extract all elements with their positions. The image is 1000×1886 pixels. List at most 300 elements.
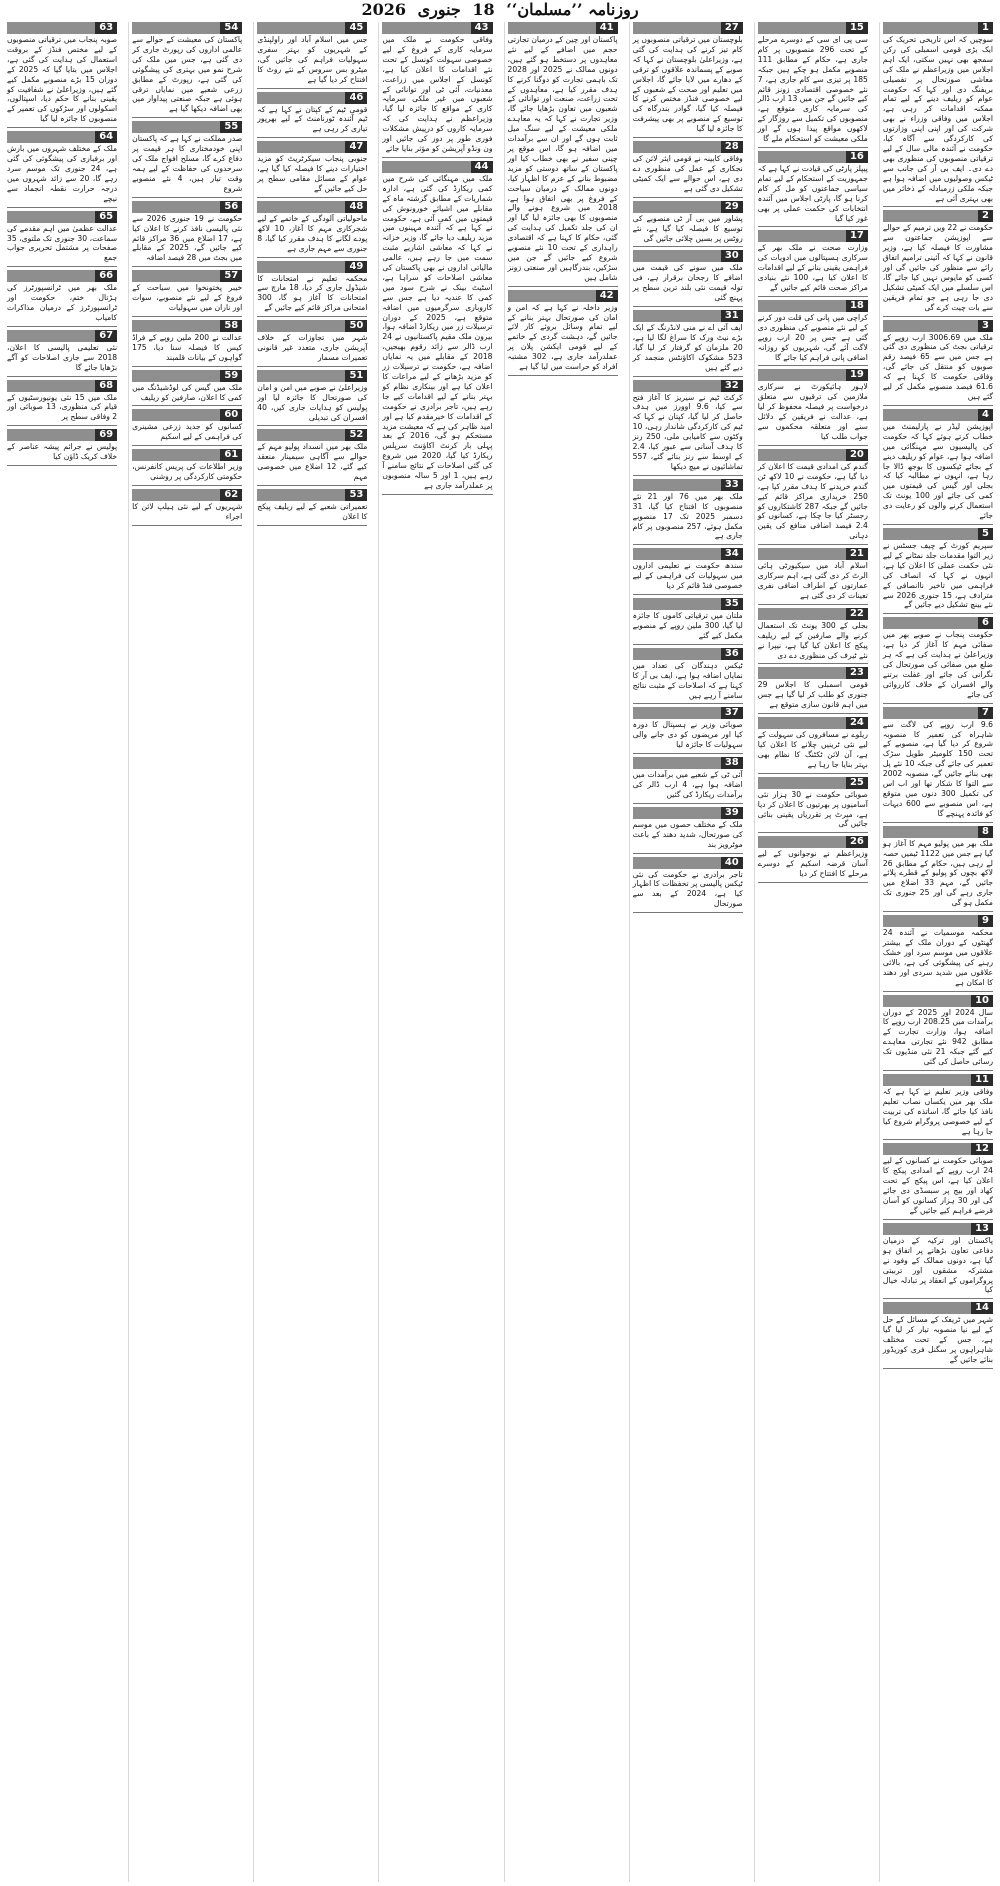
news-item-divider [883, 1068, 993, 1071]
news-item-number: 20 [846, 449, 868, 461]
news-item-header [257, 489, 367, 501]
news-item-divider [758, 443, 868, 446]
news-item [132, 409, 242, 446]
news-column [504, 22, 621, 1882]
news-item [508, 290, 618, 376]
news-item-header [7, 211, 117, 223]
news-item-divider [758, 711, 868, 714]
news-item-number: 52 [345, 429, 367, 441]
news-item-header [257, 141, 367, 153]
news-item-text: 9.6 ارب روپے کی لاگت سے شاہراہ کی تعمیر کا منصوبہ شروع کر دیا گیا ہے، منصوبے کے تحت 150 کلومیٹر طویل سڑک تعمیر کی جائے گی جبکہ 10 نئے پل بھی بنائے جائیں گے، منصوبہ 2002 سے التوا کا شکار تھا اور اب اس کی تکمیل 300 دنوں میں متوقع ہے، اس منصوبے سے 600 دیہات کو فائدہ پہنچے گا [882, 719, 993, 818]
news-item-number: 19 [846, 369, 868, 381]
news-item-header [633, 857, 743, 869]
news-item-number: 47 [345, 141, 367, 153]
news-item-number: 49 [345, 261, 367, 273]
news-item-text: پاکستان اور چین کے درمیان تجارتی حجم میں اضافے کے لیے نئے معاہدوں پر دستخط ہو گئے ہیں، دونوں ممالک نے 2025 اور 2028 تک باہمی تجارت کو دوگنا کرنے کا ہدف مقرر کیا ہے، معاہدوں کے تحت زراعت، صنعت اور توانائی کے شعبوں میں تعاون بڑھایا جائے گا، وزیر تجارت نے کہا کہ یہ معاہدے ملکی معیشت کے لیے سنگ میل ثابت ہوں گے اور ان سے برآمدات میں اضافہ ہو گا، اس موقع پر چینی سفیر نے بھی خطاب کیا اور پاکستان کے ساتھ دوستی کو مزید مضبوط بنانے کے عزم کا اظہار کیا، دونوں ممالک کے درمیان سیاحت کے فروغ پر بھی اتفاق ہوا ہے، 2018 میں شروع ہونے والے منصوبوں کا بھی جائزہ لیا گیا اور ان کی جلد تکمیل کی ہدایت کی گئی، حکام کا کہنا ہے کہ اقتصادی راہداری کے تحت 10 نئے منصوبے شروع کیے جائیں گے جن میں سڑکیں، بندرگاہیں اور صنعتی زونز شامل ہیں [507, 35, 618, 282]
news-item-header-bar [257, 261, 345, 273]
news-item [7, 211, 117, 268]
news-item-divider [257, 135, 367, 138]
news-item-header [883, 1302, 993, 1314]
news-item [633, 380, 743, 476]
news-item-header [758, 667, 868, 679]
news-item-header [132, 22, 242, 34]
news-item-header-bar [883, 22, 978, 34]
news-item-header-bar [883, 1143, 971, 1155]
news-item-divider [7, 374, 117, 377]
news-item-divider [758, 145, 868, 148]
news-item-text: وفاقی حکومت نے ملک میں سرمایہ کاری کے فروغ کے لیے خصوصی سہولت کونسل کے تحت نئے اقدامات کا اعلان کیا ہے، کونسل کے اجلاس میں زراعت، معدنیات، آئی ٹی اور توانائی کے شعبوں میں غیر ملکی سرمایہ کاری کے مواقع کا جائزہ لیا گیا، وزیراعظم نے ہدایت کی کہ سرمایہ کاروں کو درپیش مشکلات فوری طور پر دور کی جائیں اور ون ونڈو آپریشن کو مؤثر بنایا جائے [382, 35, 493, 153]
news-item-divider [633, 374, 743, 377]
news-item-header-bar [758, 717, 846, 729]
news-item-header-bar [257, 320, 345, 332]
news-item-text: وفاقی کابینہ نے قومی ایئر لائن کی نجکاری کے عمل کی منظوری دے دی ہے، اس حوالے سے ایک کمیٹی تشکیل دی گئی ہے [632, 154, 743, 193]
news-item-divider [758, 542, 868, 545]
news-item-text: ٹیکس دہندگان کی تعداد میں نمایاں اضافہ ہوا ہے، ایف بی آر کا کہنا ہے کہ اصلاحات کے مثبت نتائج سامنے آ رہے ہیں [632, 660, 743, 700]
news-item-number: 26 [846, 836, 868, 848]
news-item-divider [132, 314, 242, 317]
news-item-header [758, 230, 868, 242]
news-item-number: 33 [721, 479, 743, 491]
news-item-header [758, 449, 868, 461]
news-item [633, 201, 743, 248]
news-item [758, 608, 868, 665]
news-item-divider [257, 423, 367, 426]
news-item-header [633, 141, 743, 153]
news-item-text: کرکٹ ٹیم نے سیریز کا آغاز فتح سے کیا، 9.6 اوورز میں ہدف حاصل کر لیا گیا، کپتان نے کہا کہ ٹیم کی کارکردگی شاندار رہی، 10 وکٹوں سے کامیابی ملی، 250 رنز کا ہدف آسانی سے عبور کیا، 2.4 کے اوسط سے رنز بنائے گئے، 557 تماشائیوں نے میچ دیکھا [632, 392, 743, 471]
news-item-divider [633, 642, 743, 645]
news-item-header [883, 1223, 993, 1235]
news-item-number: 16 [846, 151, 868, 163]
news-item-header [883, 915, 993, 927]
news-item-text: قومی ٹیم کے کپتان نے کہا ہے کہ ٹیم آئندہ ٹورنامنٹ کے لیے بھرپور تیاری کر رہی ہے [257, 104, 368, 134]
news-item-header-bar [883, 1302, 971, 1314]
news-item [7, 330, 117, 377]
news-item-text: صدر مملکت نے کہا ہے کہ پاکستان اپنی خودمختاری کا ہر قیمت پر دفاع کرے گا، مسلح افواج ملک کی سرحدوں کی حفاظت کے لیے ہمہ وقت تیار ہیں، 4 نئے منصوبے شروع [132, 134, 243, 193]
news-item [758, 667, 868, 714]
news-item-text: سندھ حکومت نے تعلیمی اداروں میں سہولیات کی فراہمی کے لیے خصوصی فنڈ قائم کر دیا [632, 561, 743, 591]
news-item-number: 15 [846, 22, 868, 34]
news-item-header [132, 409, 242, 421]
news-item-header [633, 380, 743, 392]
news-item-header [257, 22, 367, 34]
news-item-text: سپریم کورٹ کے چیف جسٹس نے زیر التوا مقدمات جلد نمٹانے کے لیے نئی حکمت عملی کا اعلان کیا ہے، انہوں نے کہا کہ انصاف کی فراہمی میں تاخیر ناانصافی کے مترادف ہے، 15 جنوری 2026 سے نئے بینچ تشکیل دیے جائیں گے [882, 540, 993, 610]
news-item-header [257, 92, 367, 104]
news-item-number: 59 [220, 370, 242, 382]
news-item-divider [132, 364, 242, 367]
news-item-number: 51 [345, 370, 367, 382]
news-item-number: 67 [95, 330, 117, 342]
news-item-header [382, 161, 492, 173]
news-item-divider [883, 611, 993, 614]
news-item-text: وفاقی وزیر تعلیم نے کہا ہے کہ ملک بھر میں یکساں نصاب تعلیم نافذ کیا جائے گا، اساتذہ کی تربیت کے لیے خصوصی پروگرام شروع کیا جا رہا ہے [882, 1086, 993, 1136]
news-item [633, 598, 743, 645]
news-item-divider [883, 403, 993, 406]
news-item-number: 61 [220, 449, 242, 461]
news-column [253, 22, 370, 1882]
news-item-divider [257, 523, 367, 526]
news-item-header-bar [508, 290, 596, 302]
news-item-text: ملک میں سونے کی قیمت میں اضافے کا رجحان برقرار ہے، فی تولہ قیمت نئی بلند ترین سطح پر پہنچ گئی [632, 263, 743, 303]
news-item-text: پشاور میں بی آر ٹی منصوبے کی توسیع کا فیصلہ کیا گیا ہے، نئے روٹس پر بسیں چلائی جائیں گی [632, 213, 743, 243]
news-item-divider [257, 483, 367, 486]
news-item-header-bar [132, 22, 220, 34]
news-item-number: 11 [971, 1074, 993, 1086]
news-item-header [7, 429, 117, 441]
news-item-number: 9 [978, 915, 993, 927]
news-item-header-bar [883, 826, 978, 838]
news-item-header-bar [7, 429, 95, 441]
news-item [758, 449, 868, 545]
news-item-divider [883, 204, 993, 207]
news-item-header [758, 300, 868, 312]
news-item-text: گندم کی امدادی قیمت کا اعلان کر دیا گیا ہے، حکومت نے 10 لاکھ ٹن گندم خریدنے کا ہدف مقرر کیا ہے، 250 خریداری مراکز قائم کیے جائیں گے جبکہ 287 کاشتکاروں کو رجسٹر کیا جا چکا ہے، کسانوں کو 2.4 فیصد اضافی منافع کی یقین دہانی [757, 461, 868, 541]
news-item-text: حکومت نے 22 ویں ترمیم کے حوالے سے اپوزیشن جماعتوں سے مشاورت کا فیصلہ کیا ہے، وزیر قانون نے کہا کہ آئینی ترامیم اتفاق رائے سے منظور کی جائیں گی اور کسی کو مایوس نہیں کیا جائے گا، اس سلسلے میں ایک کمیٹی تشکیل دی جا رہی ہے جو تمام فریقین سے بات چیت کرے گی [882, 223, 993, 312]
news-item-number: 37 [721, 707, 743, 719]
news-item-header-bar [883, 995, 971, 1007]
news-item-text: وزارت صحت نے ملک بھر کے سرکاری ہسپتالوں میں ادویات کی فراہمی یقینی بنانے کے لیے اقدامات کا اعلان کیا ہے، 100 نئے بنیادی مراکز صحت قائم کیے جائیں گے [757, 243, 868, 293]
news-item-header-bar [7, 380, 95, 392]
news-item-header-bar [633, 479, 721, 491]
news-item-divider [758, 602, 868, 605]
news-item-header-bar [758, 369, 846, 381]
news-item-divider [7, 324, 117, 327]
news-item-number: 45 [345, 22, 367, 34]
news-item-text: وزیر داخلہ نے کہا ہے کہ امن و امان کی صورتحال بہتر بنانے کے لیے تمام وسائل بروئے کار لائے جائیں گے، دہشت گردی کے خاتمے کے لیے قومی ایکشن پلان پر عملدرآمد جاری ہے، 302 مشتبہ افراد کو حراست میں لیا گیا ہے [507, 302, 618, 372]
news-item [633, 22, 743, 138]
news-item-text: ملک بھر میں انسداد پولیو مہم کے حوالے سے آگاہی سیمینار منعقد کیے گئے، 12 اضلاع میں خصوصی مہم [257, 442, 368, 482]
news-item-number: 29 [721, 201, 743, 213]
news-item-header [7, 380, 117, 392]
news-item-text: ملک بھر میں پولیو مہم کا آغاز ہو گیا ہے جس میں 1122 ٹیمیں حصہ لے رہی ہیں، حکام کے مطابق 26 لاکھ بچوں کو پولیو کے قطرے پلائے جائیں گے، مہم 33 اضلاع میں جاری رہے گی اور 25 جنوری تک مکمل ہو گی [882, 838, 993, 908]
news-item-text: نئی تعلیمی پالیسی کا اعلان، 2018 سے جاری اصلاحات کو آگے بڑھایا جائے گا [7, 342, 118, 372]
news-item-number: 3 [978, 320, 993, 332]
news-item-header-bar [132, 409, 220, 421]
news-item [883, 707, 993, 823]
news-item [883, 22, 993, 207]
news-item-header [132, 370, 242, 382]
news-item-text: ملتان میں ترقیاتی کاموں کا جائزہ لیا گیا، 300 ملین روپے کے منصوبے مکمل کیے گئے [632, 611, 743, 640]
news-item-number: 32 [721, 380, 743, 392]
news-item-divider [132, 115, 242, 118]
news-item-number: 35 [721, 598, 743, 610]
news-item [883, 617, 993, 703]
news-item-text: محکمہ موسمیات نے آئندہ 24 گھنٹوں کے دوران ملک کے بیشتر علاقوں میں موسم سرد اور خشک رہنے کی پیشگوئی کی ہے، بالائی علاقوں میں شدید سردی اور دھند کا امکان ہے [882, 928, 993, 987]
date-month: جنوری [417, 0, 461, 19]
news-item [758, 22, 868, 148]
paper-name: روزنامہ ’’مسلمان‘‘ [506, 0, 639, 19]
news-item-header-bar [758, 300, 846, 312]
news-item-header [257, 201, 367, 213]
news-item-number: 64 [95, 131, 117, 143]
news-item-number: 41 [596, 22, 618, 34]
news-item-divider [758, 880, 868, 883]
news-item [132, 489, 242, 526]
news-item-number: 46 [345, 92, 367, 104]
news-item [257, 92, 367, 139]
news-item [758, 836, 868, 883]
news-item-divider [883, 1366, 993, 1369]
news-item [633, 479, 743, 546]
news-item-number: 60 [220, 409, 242, 421]
news-item-header-bar [758, 548, 846, 560]
news-item [257, 429, 367, 486]
news-item-text: ملک کے مختلف حصوں میں موسم کی صورتحال، شدید دھند کے باعث موٹرویز بند [632, 819, 743, 849]
news-item-number: 6 [978, 617, 993, 629]
news-item-text: محکمہ تعلیم نے امتحانات کا شیڈول جاری کر دیا، 18 مارچ سے امتحانات کا آغاز ہو گا، 300 امتحانی مراکز قائم کیے جائیں گے [257, 273, 368, 313]
article-columns [4, 22, 996, 1882]
news-item-divider [7, 463, 117, 466]
news-item-number: 62 [220, 489, 242, 501]
news-item-text: وزیراعظم نے نوجوانوں کے لیے آسان قرضہ اسکیم کے دوسرے مرحلے کا افتتاح کر دیا [757, 849, 868, 879]
news-item [132, 370, 242, 407]
news-item [7, 131, 117, 207]
news-item-divider [883, 522, 993, 525]
news-item-text: حکومت نے 19 جنوری 2026 سے نئی پالیسی نافذ کرنے کا اعلان کیا ہے، 17 اضلاع میں 36 مراکز قائم کیے جائیں گے، 2025 کے مقابلے میں بجٹ میں 28 فیصد اضافہ [132, 213, 243, 263]
news-item-text: شہر میں ٹریفک کے مسائل کے حل کے لیے نیا منصوبہ تیار کر لیا گیا ہے، جس کے تحت مختلف شاہراہوں پر سگنل فری کوریڈور بنائے جائیں گے [882, 1315, 993, 1364]
news-item-divider [633, 701, 743, 704]
news-item [758, 230, 868, 297]
news-item [633, 648, 743, 705]
news-item [7, 429, 117, 466]
news-item-header-bar [633, 598, 721, 610]
news-item [132, 22, 242, 118]
news-item-divider [883, 1296, 993, 1299]
news-item-divider [883, 701, 993, 704]
news-item-header [758, 777, 868, 789]
news-item-text: خیبر پختونخوا میں سیاحت کے فروغ کے لیے نئے منصوبے، سوات اور ناران میں سہولیات [132, 283, 243, 313]
news-item-header [883, 22, 993, 34]
news-item-divider [883, 909, 993, 912]
news-item-divider [633, 851, 743, 854]
news-item-divider [758, 771, 868, 774]
news-item-divider [7, 125, 117, 128]
news-item-header-bar [633, 22, 721, 34]
news-item [132, 121, 242, 197]
news-item-header-bar [7, 211, 95, 223]
news-item-number: 39 [721, 807, 743, 819]
news-item-divider [7, 264, 117, 267]
news-item [7, 22, 117, 128]
news-item-text: ملک میں 3006.69 ارب روپے کے ترقیاتی بجٹ کی منظوری دی گئی ہے جس میں سے 65 فیصد رقم صوبوں کو منتقل کی جائے گی، وفاقی حکومت کا کہنا ہے کہ 61.6 فیصد منصوبے مکمل کر لیے گئے ہیں [882, 332, 994, 401]
news-item-divider [633, 751, 743, 754]
news-item-header [633, 310, 743, 322]
news-item [883, 1302, 993, 1369]
news-item [633, 548, 743, 595]
news-item [257, 320, 367, 367]
news-item-header-bar [132, 270, 220, 282]
news-item [257, 261, 367, 318]
news-item-header [758, 608, 868, 620]
news-item [257, 22, 367, 89]
news-item-header [883, 1143, 993, 1155]
news-item-header-bar [508, 22, 596, 34]
news-item-divider [132, 443, 242, 446]
news-item-header-bar [382, 22, 470, 34]
news-item-divider [633, 542, 743, 545]
news-item-divider [508, 284, 618, 287]
date-day: 18 [472, 0, 495, 19]
news-item-number: 69 [95, 429, 117, 441]
news-item-divider [883, 314, 993, 317]
news-item-header [257, 429, 367, 441]
news-item-header-bar [633, 707, 721, 719]
news-item [633, 310, 743, 377]
news-item-text: جنوبی پنجاب سیکرٹریٹ کو مزید اختیارات دینے کا فیصلہ کیا گیا ہے، عوام کے مسائل مقامی سطح پر حل کیے جائیں گے [257, 154, 368, 193]
news-item-header [883, 210, 993, 222]
news-column [4, 22, 120, 1882]
news-item-number: 14 [971, 1302, 993, 1314]
news-item-text: حکومت پنجاب نے صوبے بھر میں صفائی مہم کا آغاز کر دیا ہے، وزیراعلیٰ نے ہدایت کی ہے کہ ہر ضلع میں صفائی کی صورتحال کی نگرانی کی جائے اور غفلت برتنے والے افسران کے خلاف کارروائی کی جائے [882, 630, 993, 699]
news-item-header-bar [633, 757, 721, 769]
news-item-header [758, 717, 868, 729]
news-item-text: شہر میں تجاوزات کے خلاف آپریشن جاری، متعدد غیر قانونی تعمیرات مسمار [257, 333, 368, 362]
news-item [382, 161, 492, 495]
news-item-number: 50 [345, 320, 367, 332]
news-item-header-bar [132, 489, 220, 501]
news-item-number: 68 [95, 380, 117, 392]
news-item-header [7, 270, 117, 282]
news-item-text: تاجر برادری نے حکومت کی نئی ٹیکس پالیسی پر تحفظات کا اظہار کیا ہے، 2024 کے بعد سے صورتحال [632, 869, 743, 909]
news-item-header [758, 151, 868, 163]
news-item-header-bar [758, 777, 846, 789]
news-item-header-bar [883, 320, 978, 332]
news-item-header [257, 320, 367, 332]
news-column [128, 22, 245, 1882]
news-item-header-bar [132, 320, 220, 332]
news-item-header-bar [883, 707, 978, 719]
news-item-header [382, 22, 492, 34]
news-item [883, 1223, 993, 1299]
news-item-divider [633, 801, 743, 804]
news-item-header [633, 250, 743, 262]
news-item-header [132, 121, 242, 133]
news-item-header-bar [132, 121, 220, 133]
news-item-text: صوبہ پنجاب میں ترقیاتی منصوبوں کے لیے مختص فنڈز کے بروقت استعمال کی ہدایت کی گئی ہے، اجلاس میں بتایا گیا کہ 2025 کے دوران 15 بڑے منصوبے مکمل کیے گئے ہیں، وزیراعلیٰ نے شفافیت کو یقینی بنانے کا حکم دیا، اسپتالوں، اسکولوں اور سڑکوں کی تعمیر کے منصوبوں کا جائزہ لیا گیا [7, 35, 118, 124]
news-item-divider [257, 364, 367, 367]
news-item-text: صوبائی حکومت نے 30 ہزار نئی آسامیوں پر بھرتیوں کا اعلان کر دیا ہے، میرٹ پر تقرریاں یقینی بنائی جائیں گی [757, 789, 868, 829]
news-item-divider [758, 830, 868, 833]
news-item-divider [132, 483, 242, 486]
news-item-number: 10 [971, 995, 993, 1007]
news-item-number: 23 [846, 667, 868, 679]
news-item-header [883, 995, 993, 1007]
news-item [132, 320, 242, 367]
news-item-number: 22 [846, 608, 868, 620]
news-column [754, 22, 871, 1882]
news-item-header-bar [7, 131, 95, 143]
news-item-text: صوبائی حکومت نے کسانوں کے لیے 24 ارب روپے کے امدادی پیکج کا اعلان کیا ہے، اس پیکج کے تحت کھاد اور بیج پر سبسڈی دی جائے گی اور 30 ہزار کسانوں کو آسان قرضے فراہم کیے جائیں گے [882, 1156, 993, 1215]
news-item-divider [257, 255, 367, 258]
news-item-number: 58 [220, 320, 242, 332]
news-item-number: 53 [345, 489, 367, 501]
news-item-header [132, 270, 242, 282]
news-item-number: 8 [978, 826, 993, 838]
news-item-header [883, 528, 993, 540]
news-item-number: 65 [95, 211, 117, 223]
news-item-header-bar [132, 449, 220, 461]
news-item-header-bar [132, 370, 220, 382]
news-item-header [633, 598, 743, 610]
news-item-divider [633, 195, 743, 198]
news-item [257, 141, 367, 198]
news-item-divider [257, 314, 367, 317]
news-item-divider [633, 244, 743, 247]
news-item-text: صوبائی وزیر نے ہسپتال کا دورہ کیا اور مریضوں کو دی جانے والی سہولیات کا جائزہ لیا [632, 720, 743, 750]
news-item-number: 43 [471, 22, 493, 34]
news-item-header-bar [758, 667, 846, 679]
news-item-number: 57 [220, 270, 242, 282]
news-item-header-bar [883, 1074, 971, 1086]
news-item-header-bar [257, 489, 345, 501]
news-item-header [633, 807, 743, 819]
news-item-text: سال 2024 اور 2025 کے دوران برآمدات میں 208.25 ارب روپے کا اضافہ ہوا، وزارت تجارت کے مطابق 942 نئے تجارتی معاہدے کیے گئے جبکہ 21 نئی منڈیوں تک رسائی حاصل کی گئی [882, 1007, 993, 1067]
news-item-number: 21 [846, 548, 868, 560]
news-item-header-bar [883, 409, 978, 421]
news-item [633, 757, 743, 804]
news-item-number: 38 [721, 757, 743, 769]
news-item-divider [883, 989, 993, 992]
news-item-number: 24 [846, 717, 868, 729]
news-item-number: 66 [95, 270, 117, 282]
news-item-divider [257, 86, 367, 89]
news-item-number: 36 [721, 648, 743, 660]
news-item [758, 777, 868, 834]
news-item [257, 370, 367, 427]
news-item-header [633, 707, 743, 719]
news-item-header [257, 370, 367, 382]
news-item-header-bar [633, 310, 721, 322]
news-item-text: پولیس نے جرائم پیشہ عناصر کے خلاف کریک ڈاؤن کیا [7, 442, 118, 462]
news-item-header-bar [758, 22, 846, 34]
news-item-header-bar [257, 141, 345, 153]
news-item-header-bar [758, 230, 846, 242]
news-item [758, 300, 868, 367]
news-item [257, 489, 367, 526]
news-item-header-bar [257, 370, 345, 382]
news-item [883, 320, 993, 406]
news-item-divider [758, 294, 868, 297]
news-item-text: ملک بھر میں ٹرانسپورٹرز کی ہڑتال ختم، حکومت اور ٹرانسپورٹرز کے درمیان مذاکرات کامیاب [7, 283, 118, 322]
news-item-header-bar [758, 836, 846, 848]
news-item [257, 201, 367, 258]
news-item [382, 22, 492, 158]
news-item-text: ملک کے مختلف شہروں میں بارش اور برفباری کی پیشگوئی کی گئی ہے، 24 جنوری تک موسم سرد رہے گا، 20 سے زائد شہروں میں درجہ حرارت نقطہ انجماد سے نیچے [7, 144, 118, 203]
news-item-header [883, 409, 993, 421]
news-item-divider [382, 492, 492, 495]
news-item-text: عدالت عظمیٰ میں اہم مقدمے کی سماعت، 30 جنوری تک ملتوی، 35 صفحات پر مشتمل تحریری جواب جمع [7, 223, 118, 263]
news-column [378, 22, 495, 1882]
news-item-header-bar [257, 22, 345, 34]
news-item [883, 1074, 993, 1141]
news-item-text: اسلام آباد میں سیکیورٹی ہائی الرٹ کر دی گئی ہے، اہم سرکاری عمارتوں کے اطراف اضافی نفری تعینات کر دی گئی ہے [757, 561, 868, 600]
news-item-divider [257, 195, 367, 198]
news-item-header [7, 131, 117, 143]
news-item-text: ملک میں مہنگائی کی شرح میں کمی ریکارڈ کی گئی ہے، ادارہ شماریات کے مطابق گزشتہ ماہ کے مقابلے میں اشیائے خورونوش کی قیمتوں میں کمی آئی ہے، حکومت نے کہا ہے کہ آئندہ مہینوں میں مزید ریلیف دیا جائے گا، وزیر خزانہ نے کہا کہ معاشی اشاریے مثبت سمت میں جا رہے ہیں، عالمی مالیاتی اداروں نے بھی پاکستان کی معاشی اصلاحات کو سراہا ہے، اسٹیٹ بینک نے شرح سود میں کمی کا عندیہ دیا ہے جس سے کاروباری سرگرمیوں میں اضافہ متوقع ہے، 2025 کے دوران ترسیلات زر میں ریکارڈ اضافہ ہوا، بیرون ملک مقیم پاکستانیوں نے 24 ارب ڈالر سے زائد رقوم بھیجیں، 2018 کے مقابلے میں یہ نمایاں اضافہ ہے، حکومت نے ترسیلات زر کو مزید بڑھانے کے لیے مراعات کا اعلان کیا ہے اور بینکاری نظام کو بہتر بنانے کے لیے اقدامات کیے جا رہے ہیں، تاجر برادری نے حکومت کے اقدامات کا خیرمقدم کیا ہے اور امید ظاہر کی ہے کہ معیشت مزید مستحکم ہو گی، 2016 کے بعد پہلی بار کرنٹ اکاؤنٹ سرپلس ریکارڈ کیا گیا، 2020 میں شروع کی گئی اصلاحات کے نتائج سامنے آ رہے ہیں، 1 اور 5 سالہ منصوبوں پر عملدرآمد جاری ہے [382, 173, 493, 490]
news-item-divider [508, 373, 618, 376]
news-item-divider [132, 523, 242, 526]
news-item-header-bar [758, 449, 846, 461]
news-item-header-bar [633, 548, 721, 560]
news-item-header [883, 707, 993, 719]
news-item [132, 270, 242, 317]
news-item-divider [132, 403, 242, 406]
news-item-divider [883, 1217, 993, 1220]
news-item-divider [633, 304, 743, 307]
news-item [883, 210, 993, 316]
news-item-text: ملک میں 15 نئی یونیورسٹیوں کے قیام کی منظوری، 13 صوبائی اور 2 وفاقی سطح پر [7, 392, 118, 422]
news-item-header-bar [382, 161, 470, 173]
news-item-text: اپوزیشن لیڈر نے پارلیمنٹ میں خطاب کرتے ہوئے کہا کہ حکومت کی پالیسیوں سے مہنگائی میں اضافہ ہوا ہے، عوام کو ریلیف دینے کے بجائے ٹیکسوں کا بوجھ ڈالا جا رہا ہے، انہوں نے مطالبہ کیا کہ بجلی اور گیس کی قیمتوں میں کمی کی جائے اور 100 یونٹ تک استعمال کرنے والوں کو رعایت دی جائے [882, 421, 993, 521]
